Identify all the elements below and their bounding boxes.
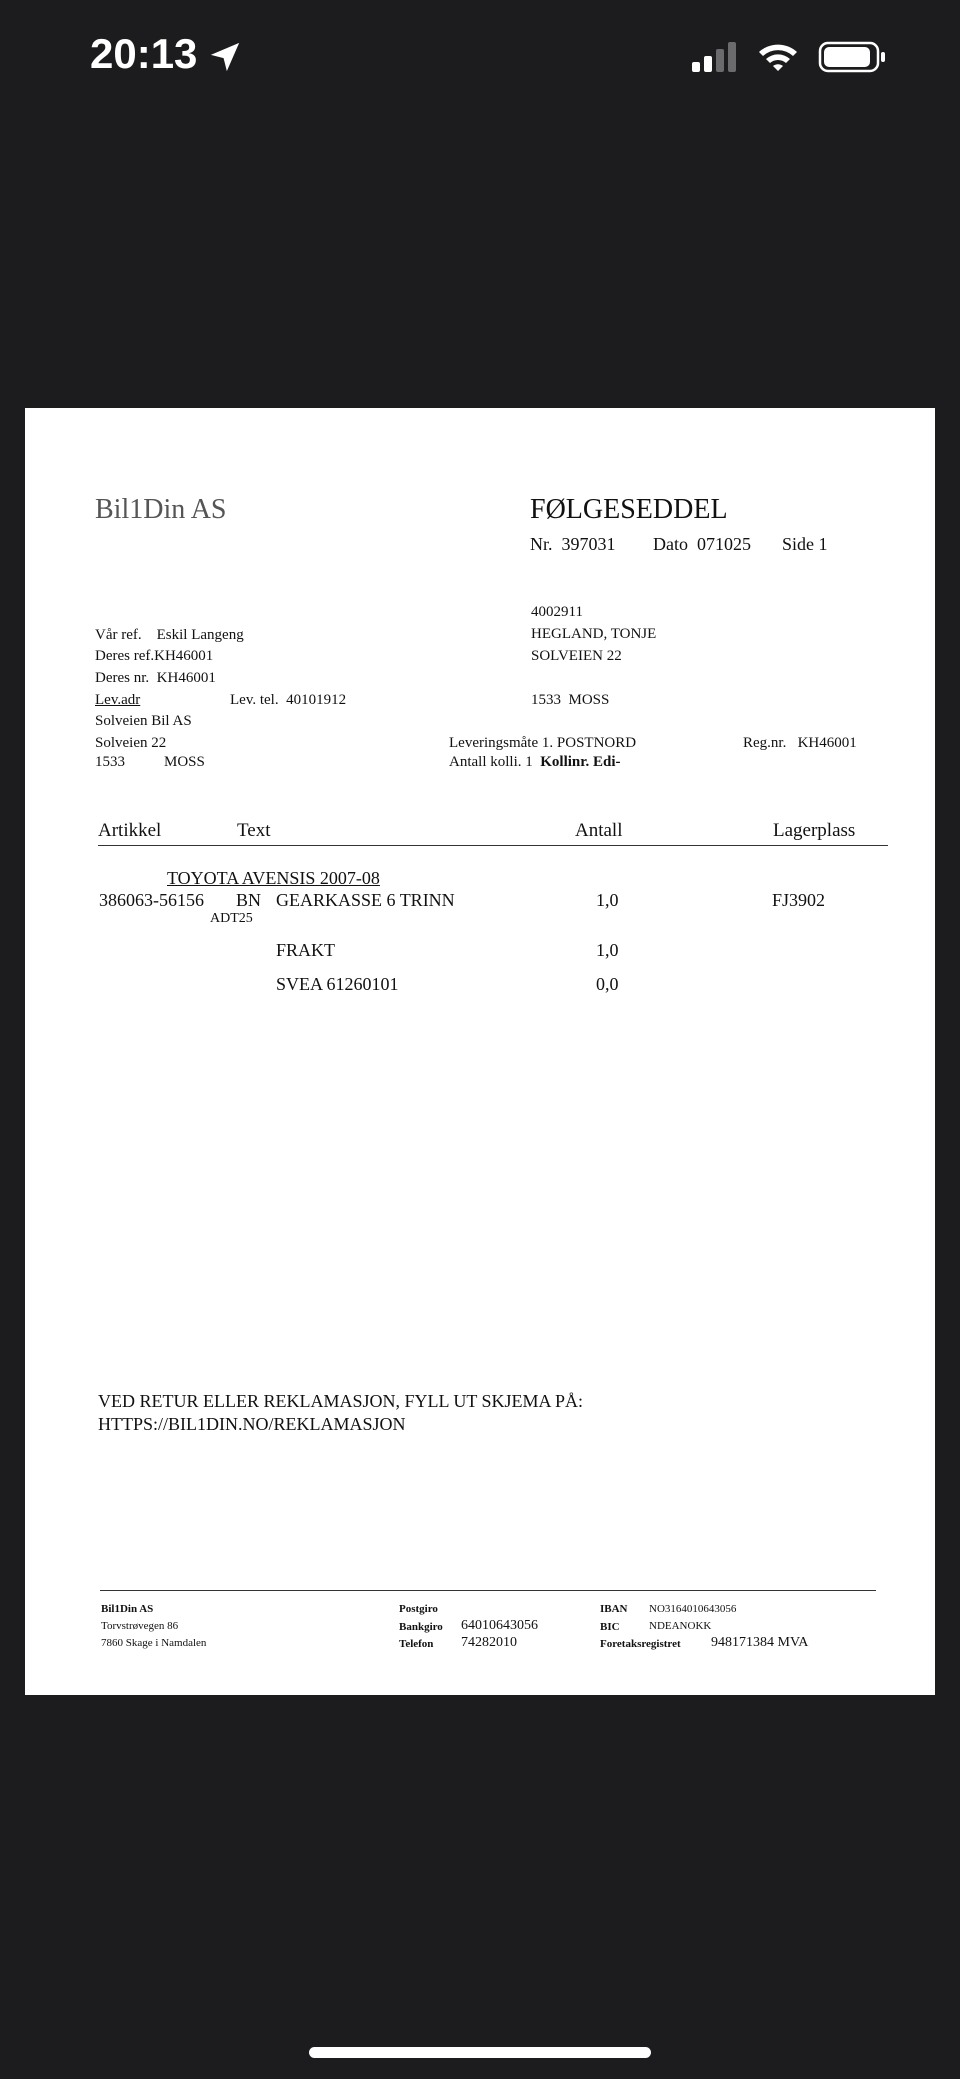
footer-bankgiro-label: Bankgiro	[399, 1621, 443, 1633]
var-ref: Vår ref. Eskil Langeng	[95, 627, 244, 643]
footer-iban-value: NO3164010643056	[649, 1603, 737, 1615]
deres-nr: Deres nr. KH46001	[95, 670, 216, 686]
table-row-sub: ADT25	[210, 911, 253, 926]
status-time: 20:13	[90, 30, 198, 77]
lev-adr-label: Lev.adr	[95, 692, 141, 708]
table-row-antall: 1,0	[596, 890, 619, 910]
footer-bankgiro-value: 64010643056	[461, 1618, 538, 1633]
reg-nr: Reg.nr. KH46001	[743, 735, 857, 751]
kolli-count: Antall kolli. 1 Kollinr. Edi-	[449, 754, 621, 770]
footer-bic-label: BIC	[600, 1621, 620, 1633]
return-note-url: HTTPS://BIL1DIN.NO/REKLAMASJON	[98, 1414, 406, 1434]
document-title: FØLGESEDDEL	[530, 494, 728, 525]
delivery-name: Solveien Bil AS	[95, 713, 192, 729]
table-row-code: BN	[236, 890, 262, 910]
doc-date: Dato 071025	[653, 534, 751, 554]
delivery-city: MOSS	[164, 754, 205, 770]
table-row-text: SVEA 61260101	[276, 974, 399, 994]
table-row-text: GEARKASSE 6 TRINN	[276, 890, 455, 910]
customer-number: 4002911	[531, 604, 583, 620]
doc-nr: Nr. 397031	[530, 534, 616, 554]
battery-icon	[818, 40, 888, 74]
lev-tel: Lev. tel. 40101912	[230, 692, 347, 708]
return-note-line1: VED RETUR ELLER REKLAMASJON, FYLL UT SKJEMA PÅ:	[98, 1391, 584, 1411]
col-header-artikkel: Artikkel	[98, 820, 162, 841]
group-title: TOYOTA AVENSIS 2007-08	[167, 868, 380, 888]
footer-postgiro-label: Postgiro	[399, 1603, 438, 1615]
table-header-divider	[98, 845, 888, 846]
status-bar	[0, 0, 960, 120]
col-header-antall: Antall	[575, 820, 623, 841]
footer-foretak-label: Foretaksregistret	[600, 1638, 681, 1650]
footer-telefon-value: 74282010	[461, 1635, 517, 1650]
kollinr: Kollinr. Edi-	[540, 754, 621, 770]
shipping-method: Leveringsmåte 1. POSTNORD	[449, 735, 637, 751]
company-name: Bil1Din AS	[95, 494, 227, 525]
home-indicator[interactable]	[309, 2047, 651, 2058]
footer-foretak-value: 948171384 MVA	[711, 1635, 809, 1650]
deres-ref: Deres ref.KH46001	[95, 648, 214, 664]
footer-street: Torvstrøvegen 86	[101, 1620, 179, 1632]
footer-iban-label: IBAN	[600, 1603, 628, 1615]
table-row-text: FRAKT	[276, 940, 336, 960]
footer-company: Bil1Din AS	[101, 1603, 154, 1615]
wifi-icon	[757, 40, 799, 74]
cellular-signal-icon	[690, 40, 740, 74]
footer-telefon-label: Telefon	[399, 1638, 434, 1650]
table-row-antall: 0,0	[596, 974, 619, 994]
footer-divider	[100, 1590, 876, 1591]
customer-name: HEGLAND, TONJE	[531, 626, 657, 642]
footer-postal-city: 7860 Skage i Namdalen	[101, 1637, 207, 1649]
delivery-postal: 1533	[95, 754, 125, 770]
table-row-artikkel: 386063-56156	[99, 890, 204, 910]
location-arrow-icon	[208, 40, 242, 74]
table-row-lagerplass: FJ3902	[772, 890, 826, 910]
doc-page: Side 1	[782, 534, 828, 554]
customer-street: SOLVEIEN 22	[531, 648, 622, 664]
footer-bic-value: NDEANOKK	[649, 1620, 712, 1632]
col-header-lagerplass: Lagerplass	[773, 820, 856, 841]
customer-postal-city: 1533 MOSS	[531, 692, 610, 708]
table-row-antall: 1,0	[596, 940, 619, 960]
delivery-street: Solveien 22	[95, 735, 167, 751]
delivery-note-document	[25, 408, 935, 1695]
col-header-text: Text	[237, 820, 271, 841]
